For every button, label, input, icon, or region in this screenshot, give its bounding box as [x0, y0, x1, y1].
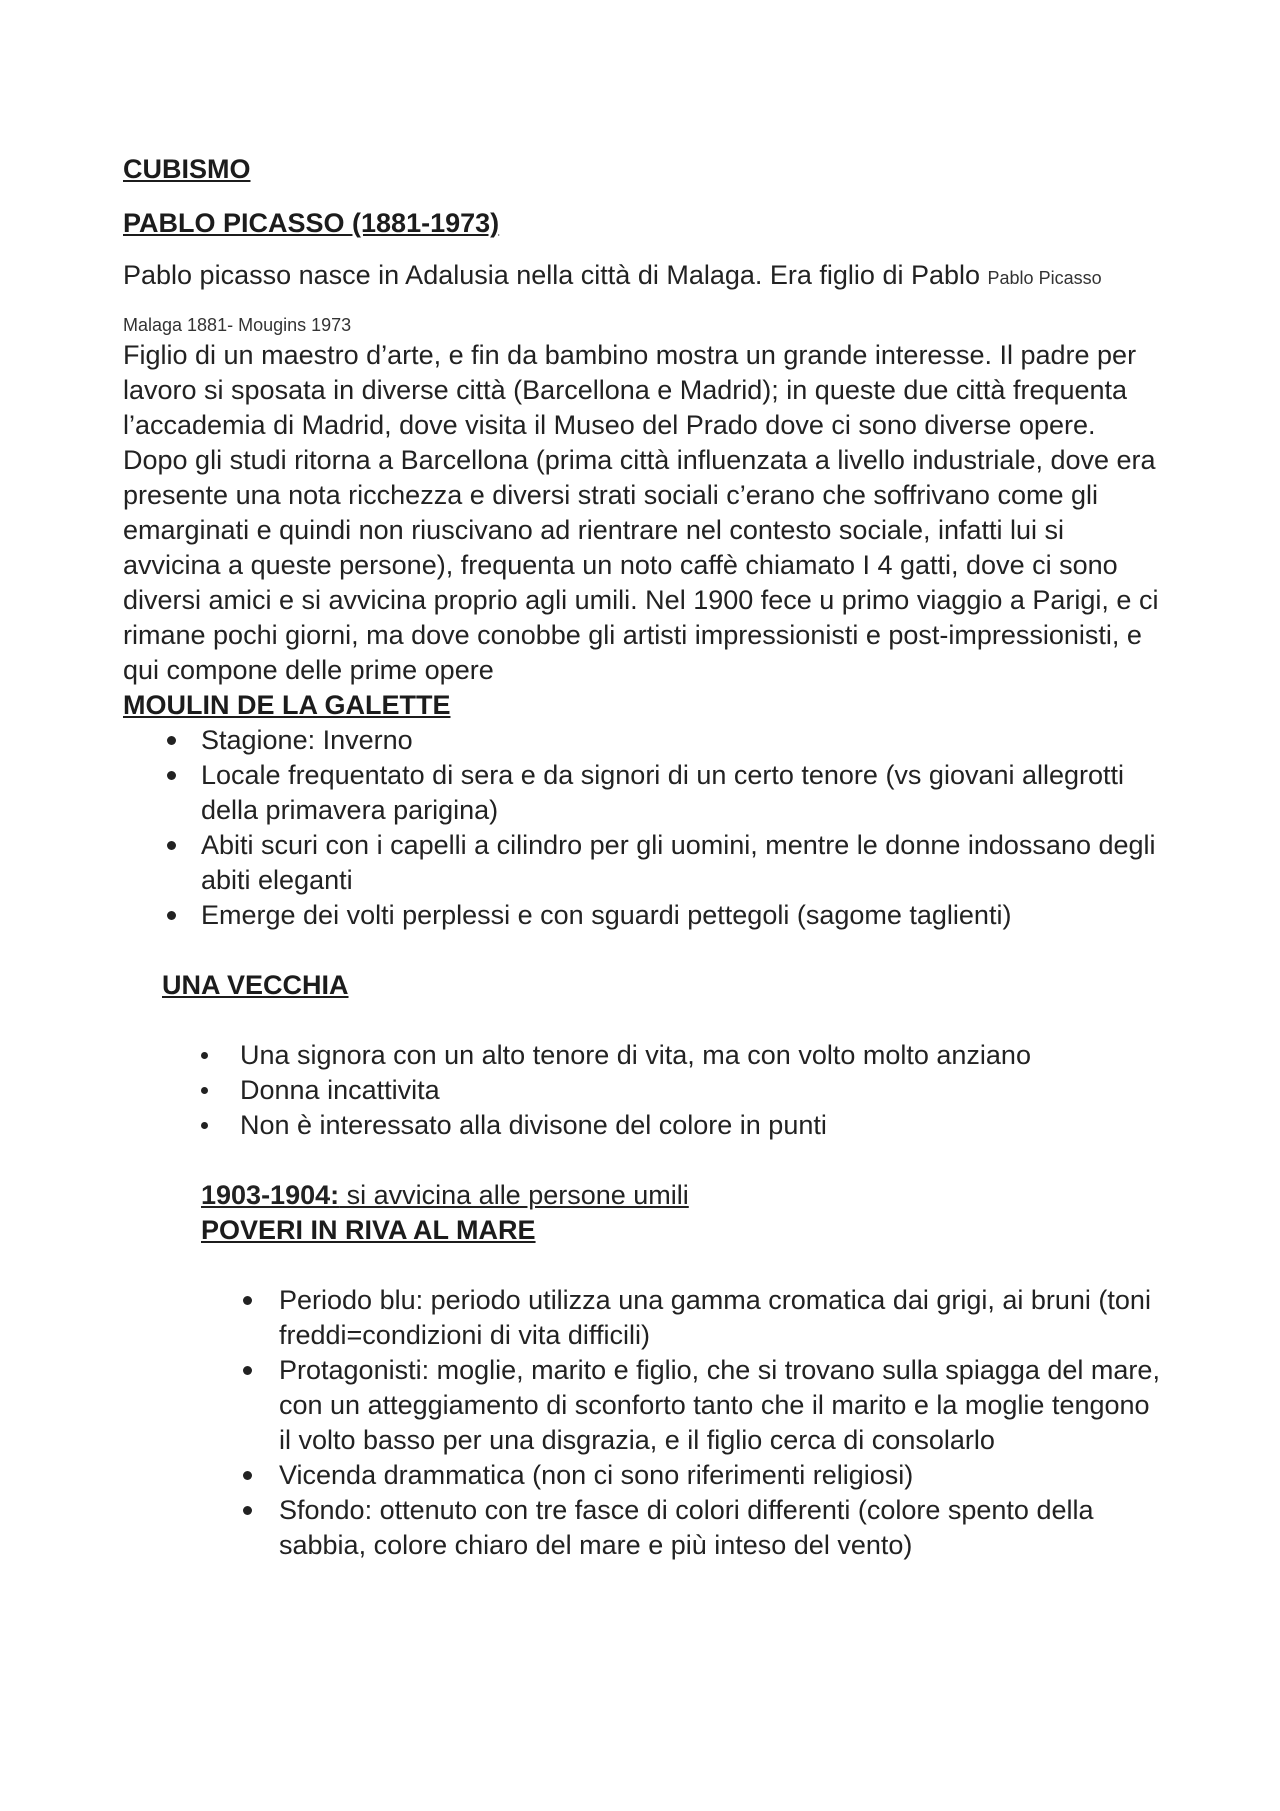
list-item: Donna incattivita [123, 1073, 1163, 1108]
period-line [123, 1178, 1163, 1213]
section-heading-poveri: POVERI IN RIVA AL MARE [201, 1215, 536, 1245]
list-item: Locale frequentato di sera e da signori di un certo tenore (vs giovani allegrotti della primavera parigina) [123, 758, 1163, 828]
intro-paragraph [123, 256, 1163, 294]
list-item: Stagione: Inverno [123, 723, 1163, 758]
section-heading-moulin: MOULIN DE LA GALETTE [123, 690, 451, 720]
list-item: Una signora con un alto tenore di vita, ma con volto molto anziano [123, 1038, 1163, 1073]
list-item: Non è interessato alla divisone del colore in punti [123, 1108, 1163, 1143]
bio-paragraph: Figlio di un maestro d’arte, e fin da bambino mostra un grande interesse. Il padre per lavoro si sposata in diverse città (Barcellona e Madrid); in queste due città frequenta l’accademia di Madrid, dove visita il Museo del Prado dove ci sono diverse opere. Dopo gli studi ritorna a Barcellona (prima città influenzata a livello industriale, dove era presente una nota ricchezza e diversi strati sociali c’erano che soffrivano come gli emarginati e quindi non riuscivano ad rientrare nel contesto sociale, infatti lui si avvicina a queste persone), frequenta un noto caffè chiamato I 4 gatti, dove ci sono diversi amici e si avvicina proprio agli umili. Nel 1900 fece u primo viaggio a Parigi, e ci rimane pochi giorni, ma dove conobbe gli artisti impressionisti e post-impressionisti, e qui compone delle prime opere [123, 340, 1159, 685]
intro-text: Pablo picasso nasce in Adalusia nella città di Malaga. Era figlio di Pablo [123, 260, 981, 290]
period-years: 1903-1904: [201, 1180, 340, 1210]
list-item: Vicenda drammatica (non ci sono riferimenti religiosi) [123, 1458, 1163, 1493]
document-subtitle: PABLO PICASSO (1881-1973) [123, 208, 500, 238]
period-text: si avvicina alle persone umili [339, 1180, 689, 1210]
document-title: CUBISMO [123, 154, 251, 184]
section-heading-vecchia: UNA VECCHIA [162, 970, 349, 1000]
document-page [123, 150, 1163, 1563]
moulin-list [123, 723, 1163, 933]
list-item: Sfondo: ottenuto con tre fasce di colori differenti (colore spento della sabbia, colore chiaro del mare e più inteso del vento) [123, 1493, 1163, 1563]
list-item: Emerge dei volti perplessi e con sguardi pettegoli (sagome taglienti) [123, 898, 1163, 933]
vecchia-list [123, 1038, 1163, 1143]
poveri-list [123, 1283, 1163, 1563]
list-item: Abiti scuri con i capelli a cilindro per gli uomini, mentre le donne indossano degli abiti eleganti [123, 828, 1163, 898]
list-item: Protagonisti: moglie, marito e figlio, che si trovano sulla spiagga del mare, con un atteggiamento di sconforto tanto che il marito e la moglie tengono il volto basso per una disgrazia, e il figlio cerca di consolarlo [123, 1353, 1163, 1458]
image-caption-dates: Malaga 1881- Mougins 1973 [123, 315, 352, 335]
image-caption-name: Pablo Picasso [987, 268, 1102, 288]
list-item: Periodo blu: periodo utilizza una gamma cromatica dai grigi, ai bruni (toni freddi=condizioni di vita difficili) [123, 1283, 1163, 1353]
